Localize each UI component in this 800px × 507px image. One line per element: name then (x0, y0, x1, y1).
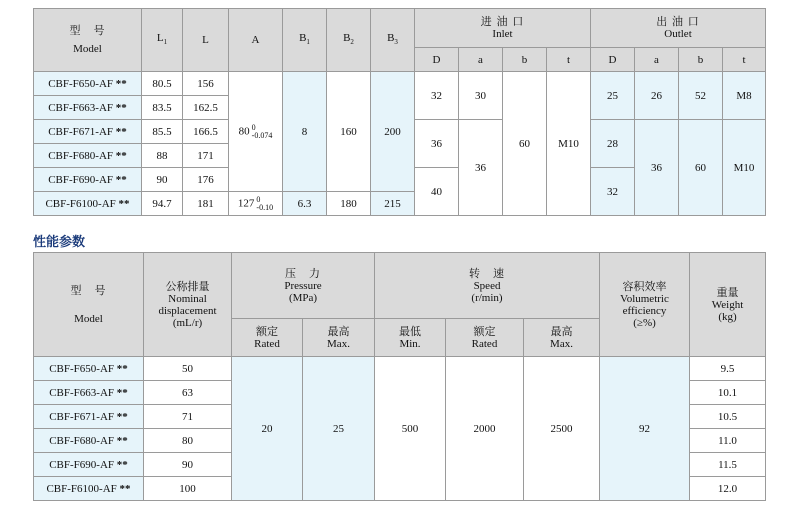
efficiency-cell: 92 (600, 357, 690, 501)
pressure-max-header: 最高 Max. (303, 319, 375, 357)
b1-header: $B_1$ (283, 9, 327, 72)
l1-cell: 83.5 (142, 96, 183, 120)
l1-header: $L_1$ (142, 9, 183, 72)
b1-cell: 6.3 (283, 192, 327, 216)
l-cell: 156 (183, 72, 229, 96)
model-header (34, 253, 144, 357)
pressure-rated-cell: 20 (232, 357, 303, 501)
inlet-header-en: Inlet (492, 28, 513, 40)
weight-cell: 12.0 (690, 477, 766, 501)
outlet-t-cell: M8 (723, 72, 766, 120)
inlet-t-cell: M10 (547, 72, 591, 216)
displacement-cell: 90 (144, 453, 232, 477)
l1-cell: 94.7 (142, 192, 183, 216)
model-cell: CBF-F680-AF ** (34, 429, 144, 453)
outlet-b-cell: 60 (679, 120, 723, 216)
displacement-cell: 71 (144, 405, 232, 429)
displacement-cell: 100 (144, 477, 232, 501)
weight-cell: 9.5 (690, 357, 766, 381)
inlet-header (415, 9, 591, 48)
inlet-b-header: b (503, 48, 547, 72)
speed-min-header: 最低 Min. (375, 319, 446, 357)
speed-rated-header: 额定 Rated (446, 319, 524, 357)
l-cell: 166.5 (183, 120, 229, 144)
a-cell: 80 0 -0.074 (229, 72, 283, 192)
l-cell: 181 (183, 192, 229, 216)
weight-cell: 11.5 (690, 453, 766, 477)
outlet-header (591, 9, 766, 48)
displacement-cell: 63 (144, 381, 232, 405)
section-title: 性能参数 (33, 235, 86, 250)
outlet-d-header: D (591, 48, 635, 72)
displacement-header: 公称排量 Nominal displacement (mL/r) (144, 253, 232, 357)
model-header-en: Model (74, 312, 103, 325)
b3-cell: 200 (371, 72, 415, 192)
outlet-b-header: b (679, 48, 723, 72)
l-header: L (183, 9, 229, 72)
inlet-a-cell: 30 (459, 72, 503, 120)
outlet-a-header: a (635, 48, 679, 72)
l1-cell: 90 (142, 168, 183, 192)
a-header: A (229, 9, 283, 72)
b2-cell: 160 (327, 72, 371, 192)
weight-header: 重量 Weight (kg) (690, 253, 766, 357)
inlet-a-header: a (459, 48, 503, 72)
model-cell: CBF-F663-AF ** (34, 381, 144, 405)
inlet-d-cell: 40 (415, 168, 459, 216)
dimensions-table (33, 8, 766, 216)
model-cell: CBF-F671-AF ** (34, 405, 144, 429)
b2-cell: 180 (327, 192, 371, 216)
l1-cell: 85.5 (142, 120, 183, 144)
model-cell: CBF-F680-AF ** (34, 144, 142, 168)
model-cell: CBF-F650-AF ** (34, 357, 144, 381)
weight-cell: 11.0 (690, 429, 766, 453)
weight-cell: 10.1 (690, 381, 766, 405)
model-cell: CBF-F671-AF ** (34, 120, 142, 144)
table-row (34, 72, 766, 96)
a-cell: 127 0 -0.10 (229, 192, 283, 216)
outlet-d-cell: 32 (591, 168, 635, 216)
speed-header: 转 速 Speed (r/min) (375, 253, 600, 319)
outlet-d-cell: 25 (591, 72, 635, 120)
outlet-b-cell: 52 (679, 72, 723, 120)
inlet-d-header: D (415, 48, 459, 72)
weight-cell: 10.5 (690, 405, 766, 429)
table-row (34, 357, 766, 381)
model-header-cn: 型 号 (69, 25, 106, 37)
displacement-cell: 80 (144, 429, 232, 453)
b3-cell: 215 (371, 192, 415, 216)
b2-header: $B_2$ (327, 9, 371, 72)
b1-cell: 8 (283, 72, 327, 192)
outlet-header-cn: 出 油 口 (656, 16, 700, 28)
l1-cell: 80.5 (142, 72, 183, 96)
model-cell: CBF-F663-AF ** (34, 96, 142, 120)
inlet-t-header: t (547, 48, 591, 72)
speed-max-header: 最高 Max. (524, 319, 600, 357)
efficiency-header: 容积效率 Volumetric efficiency (≥%) (600, 253, 690, 357)
model-cell: CBF-F6100-AF ** (34, 477, 144, 501)
pressure-max-cell: 25 (303, 357, 375, 501)
model-header (34, 9, 142, 72)
inlet-a-cell: 36 (459, 120, 503, 216)
outlet-t-cell: M10 (723, 120, 766, 216)
outlet-t-header: t (723, 48, 766, 72)
l-cell: 171 (183, 144, 229, 168)
model-cell: CBF-F6100-AF ** (34, 192, 142, 216)
inlet-b-cell: 60 (503, 72, 547, 216)
speed-rated-cell: 2000 (446, 357, 524, 501)
model-cell: CBF-F690-AF ** (34, 168, 142, 192)
speed-min-cell: 500 (375, 357, 446, 501)
inlet-d-cell: 32 (415, 72, 459, 120)
speed-max-cell: 2500 (524, 357, 600, 501)
outlet-d-cell: 28 (591, 120, 635, 168)
pressure-rated-header: 额定 Rated (232, 319, 303, 357)
l-cell: 176 (183, 168, 229, 192)
model-header-en: Model (73, 43, 102, 55)
performance-table (33, 252, 766, 501)
l-cell: 162.5 (183, 96, 229, 120)
inlet-d-cell: 36 (415, 120, 459, 168)
b3-header: $B_3$ (371, 9, 415, 72)
displacement-cell: 50 (144, 357, 232, 381)
outlet-a-cell: 36 (635, 120, 679, 216)
inlet-header-cn: 进 油 口 (480, 16, 525, 28)
outlet-header-en: Outlet (664, 28, 692, 40)
outlet-a-cell: 26 (635, 72, 679, 120)
model-cell: CBF-F650-AF ** (34, 72, 142, 96)
model-header-cn: 型 号 (70, 284, 107, 297)
l1-cell: 88 (142, 144, 183, 168)
pressure-header: 压 力 Pressure (MPa) (232, 253, 375, 319)
model-cell: CBF-F690-AF ** (34, 453, 144, 477)
